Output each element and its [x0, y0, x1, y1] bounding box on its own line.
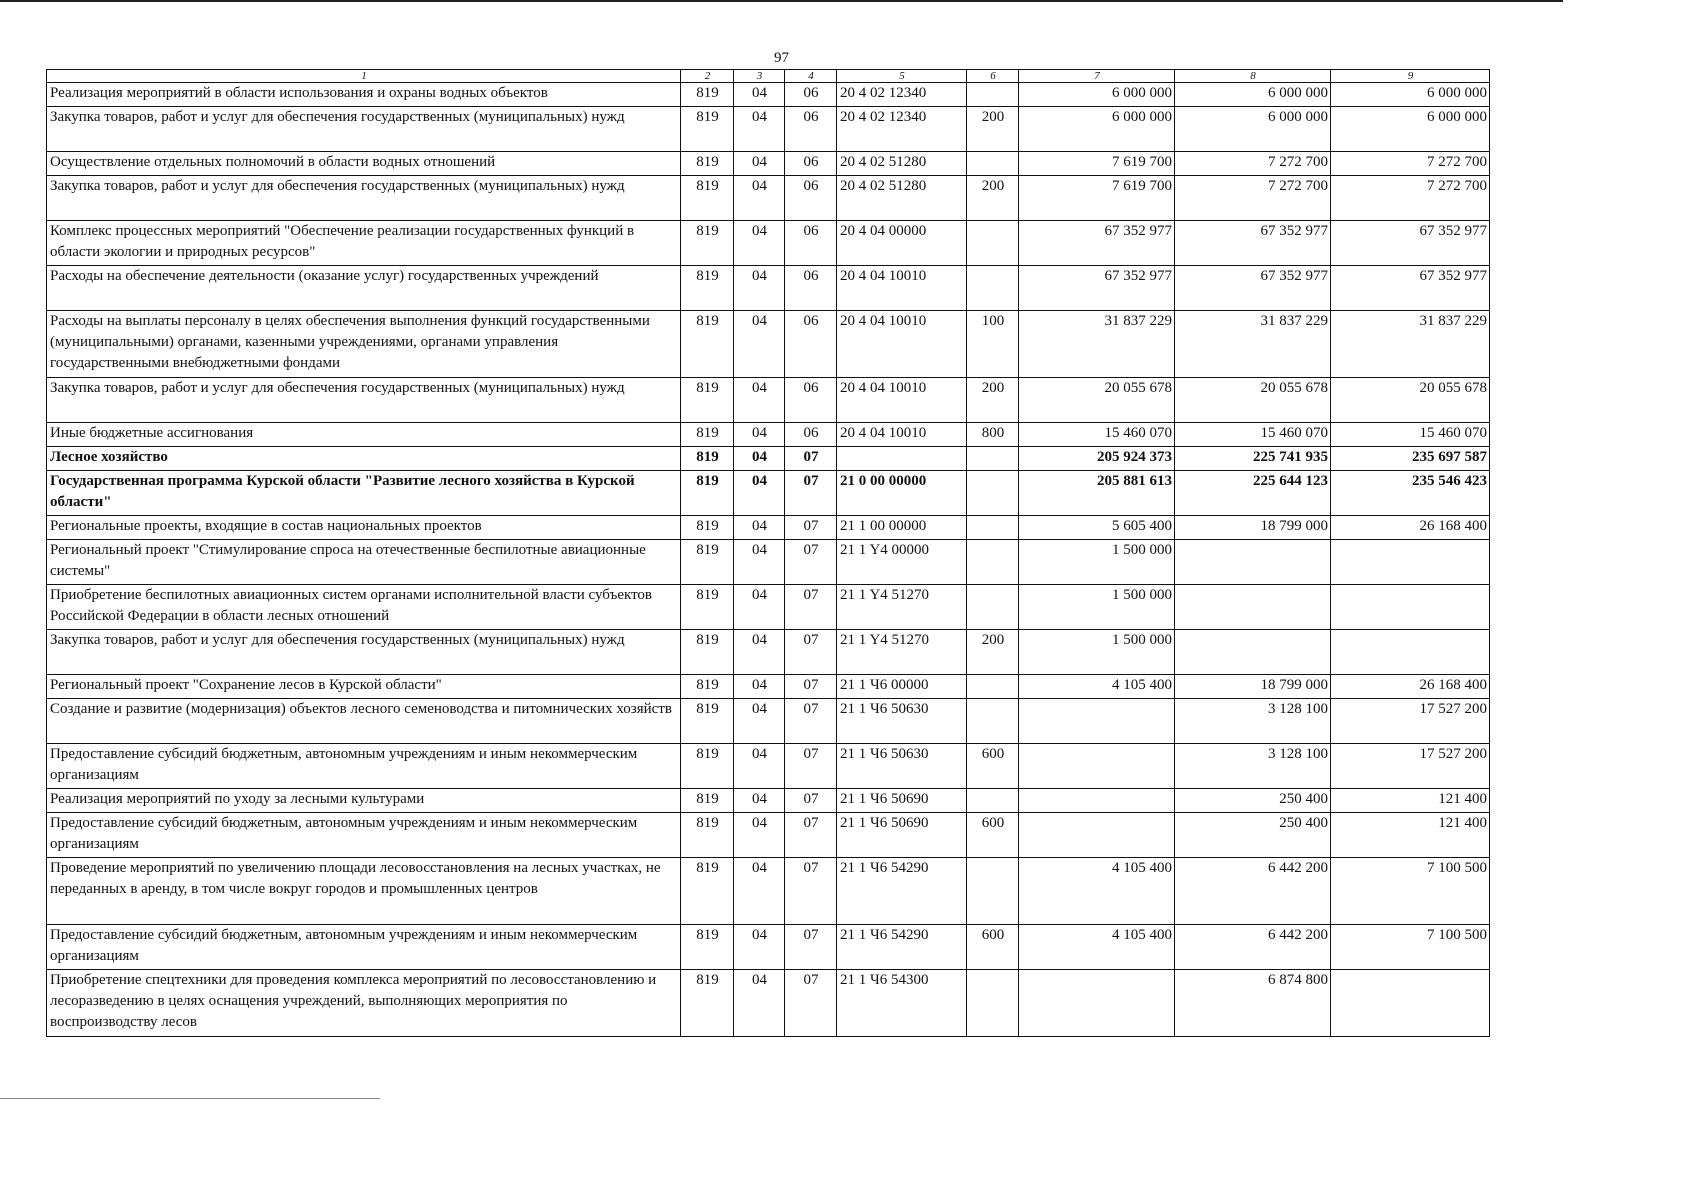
cell-section: 04: [734, 423, 785, 447]
table-row: [47, 516, 1490, 540]
cell-grbs: 819: [681, 221, 734, 266]
cell-amount-col7: 7 619 700: [1019, 176, 1175, 221]
cell-section: 04: [734, 378, 785, 423]
cell-target-article: 20 4 04 10010: [837, 378, 967, 423]
cell-name: Приобретение спецтехники для проведения комплекса мероприятий по лесовосстановлению и лесоразведению в целях оснащения учреждений, выполняющих мероприятия по воспроизводству лесов: [47, 970, 681, 1037]
cell-subsection: 06: [785, 107, 837, 152]
cell-subsection: 07: [785, 585, 837, 630]
table-row: [47, 221, 1490, 266]
cell-expense-type: [967, 516, 1019, 540]
cell-name: Закупка товаров, работ и услуг для обеспечения государственных (муниципальных) нужд: [47, 107, 681, 152]
cell-amount-col7: 7 619 700: [1019, 152, 1175, 176]
cell-subsection: 06: [785, 83, 837, 107]
cell-expense-type: [967, 83, 1019, 107]
cell-target-article: 21 1 Ч6 50630: [837, 744, 967, 789]
cell-target-article: 20 4 04 10010: [837, 311, 967, 378]
column-number: 2: [681, 70, 734, 83]
cell-amount-col9: [1331, 630, 1490, 675]
cell-section: 04: [734, 221, 785, 266]
cell-subsection: 07: [785, 630, 837, 675]
cell-name: Расходы на выплаты персоналу в целях обеспечения выполнения функций государственными (муниципальными) органами, казенными учреждениями, органами управления государственными внебюджетными фондами: [47, 311, 681, 378]
cell-amount-col7: 4 105 400: [1019, 675, 1175, 699]
table-row: [47, 311, 1490, 378]
cell-amount-col9: 7 100 500: [1331, 858, 1490, 925]
cell-name: Предоставление субсидий бюджетным, автономным учреждениям и иным некоммерческим организациям: [47, 744, 681, 789]
cell-expense-type: [967, 585, 1019, 630]
cell-amount-col7: 1 500 000: [1019, 630, 1175, 675]
cell-amount-col9: [1331, 585, 1490, 630]
cell-grbs: 819: [681, 423, 734, 447]
cell-amount-col8: 6 874 800: [1175, 970, 1331, 1037]
cell-amount-col7: 4 105 400: [1019, 858, 1175, 925]
cell-grbs: 819: [681, 471, 734, 516]
cell-expense-type: [967, 675, 1019, 699]
cell-grbs: 819: [681, 858, 734, 925]
cell-expense-type: 200: [967, 378, 1019, 423]
cell-grbs: 819: [681, 540, 734, 585]
column-number: 6: [967, 70, 1019, 83]
cell-target-article: 20 4 04 10010: [837, 423, 967, 447]
cell-name: Реализация мероприятий в области использования и охраны водных объектов: [47, 83, 681, 107]
cell-subsection: 07: [785, 516, 837, 540]
cell-section: 04: [734, 176, 785, 221]
cell-amount-col8: 3 128 100: [1175, 744, 1331, 789]
cell-target-article: 21 0 00 00000: [837, 471, 967, 516]
cell-amount-col7: 15 460 070: [1019, 423, 1175, 447]
cell-grbs: 819: [681, 378, 734, 423]
cell-amount-col8: [1175, 630, 1331, 675]
cell-amount-col9: [1331, 970, 1490, 1037]
cell-name: Лесное хозяйство: [47, 447, 681, 471]
cell-expense-type: 200: [967, 176, 1019, 221]
cell-expense-type: 600: [967, 925, 1019, 970]
cell-amount-col9: 67 352 977: [1331, 221, 1490, 266]
cell-expense-type: 200: [967, 107, 1019, 152]
cell-subsection: 06: [785, 423, 837, 447]
cell-amount-col8: 31 837 229: [1175, 311, 1331, 378]
cell-name: Создание и развитие (модернизация) объектов лесного семеноводства и питомнических хозяйств: [47, 699, 681, 744]
cell-amount-col8: 15 460 070: [1175, 423, 1331, 447]
cell-subsection: 07: [785, 447, 837, 471]
column-number: 8: [1175, 70, 1331, 83]
cell-subsection: 07: [785, 675, 837, 699]
cell-amount-col7: [1019, 813, 1175, 858]
cell-grbs: 819: [681, 630, 734, 675]
cell-amount-col7: 1 500 000: [1019, 585, 1175, 630]
cell-section: 04: [734, 266, 785, 311]
table-row: [47, 675, 1490, 699]
cell-expense-type: 600: [967, 813, 1019, 858]
cell-amount-col8: 67 352 977: [1175, 266, 1331, 311]
table-row: [47, 630, 1490, 675]
cell-name: Приобретение беспилотных авиационных систем органами исполнительной власти субъектов Российской Федерации в области лесных отношений: [47, 585, 681, 630]
table-row: [47, 858, 1490, 925]
cell-name: Закупка товаров, работ и услуг для обеспечения государственных (муниципальных) нужд: [47, 630, 681, 675]
cell-amount-col9: 7 272 700: [1331, 176, 1490, 221]
table-row: [47, 585, 1490, 630]
cell-section: 04: [734, 858, 785, 925]
cell-expense-type: [967, 266, 1019, 311]
cell-section: 04: [734, 789, 785, 813]
cell-subsection: 07: [785, 970, 837, 1037]
cell-grbs: 819: [681, 699, 734, 744]
column-number: 3: [734, 70, 785, 83]
cell-amount-col9: 17 527 200: [1331, 744, 1490, 789]
cell-name: Предоставление субсидий бюджетным, автономным учреждениям и иным некоммерческим организациям: [47, 925, 681, 970]
column-number: 9: [1331, 70, 1490, 83]
cell-amount-col7: 4 105 400: [1019, 925, 1175, 970]
cell-amount-col9: 15 460 070: [1331, 423, 1490, 447]
cell-section: 04: [734, 744, 785, 789]
table-row: [47, 378, 1490, 423]
cell-section: 04: [734, 699, 785, 744]
cell-grbs: 819: [681, 107, 734, 152]
cell-target-article: 20 4 02 12340: [837, 83, 967, 107]
cell-name: Комплекс процессных мероприятий "Обеспечение реализации государственных функций в области экологии и природных ресурсов": [47, 221, 681, 266]
table-body: [47, 70, 1490, 1037]
cell-subsection: 07: [785, 540, 837, 585]
cell-amount-col8: 225 741 935: [1175, 447, 1331, 471]
cell-expense-type: [967, 789, 1019, 813]
cell-amount-col7: 1 500 000: [1019, 540, 1175, 585]
cell-expense-type: [967, 152, 1019, 176]
cell-target-article: 21 1 Ч6 00000: [837, 675, 967, 699]
cell-subsection: 07: [785, 471, 837, 516]
cell-target-article: 21 1 Ч6 50630: [837, 699, 967, 744]
cell-amount-col8: 225 644 123: [1175, 471, 1331, 516]
cell-amount-col9: [1331, 540, 1490, 585]
table-row: [47, 699, 1490, 744]
cell-section: 04: [734, 925, 785, 970]
table-row: [47, 266, 1490, 311]
cell-amount-col8: [1175, 540, 1331, 585]
cell-expense-type: 800: [967, 423, 1019, 447]
cell-subsection: 07: [785, 789, 837, 813]
cell-name: Региональный проект "Сохранение лесов в Курской области": [47, 675, 681, 699]
cell-target-article: 21 1 Ч6 54290: [837, 858, 967, 925]
cell-amount-col7: 67 352 977: [1019, 221, 1175, 266]
cell-expense-type: [967, 970, 1019, 1037]
cell-section: 04: [734, 83, 785, 107]
cell-amount-col7: [1019, 789, 1175, 813]
cell-amount-col9: 235 697 587: [1331, 447, 1490, 471]
cell-grbs: 819: [681, 813, 734, 858]
cell-grbs: 819: [681, 152, 734, 176]
cell-name: Закупка товаров, работ и услуг для обеспечения государственных (муниципальных) нужд: [47, 378, 681, 423]
table-row: [47, 423, 1490, 447]
cell-amount-col8: 7 272 700: [1175, 176, 1331, 221]
cell-amount-col7: 6 000 000: [1019, 83, 1175, 107]
cell-grbs: 819: [681, 744, 734, 789]
table-row: [47, 176, 1490, 221]
cell-target-article: 21 1 Ч6 50690: [837, 813, 967, 858]
scan-top-edge: [0, 0, 1563, 2]
cell-subsection: 07: [785, 699, 837, 744]
cell-target-article: 20 4 02 51280: [837, 152, 967, 176]
cell-amount-col7: 205 924 373: [1019, 447, 1175, 471]
cell-grbs: 819: [681, 266, 734, 311]
cell-amount-col7: 5 605 400: [1019, 516, 1175, 540]
cell-section: 04: [734, 813, 785, 858]
cell-amount-col7: [1019, 699, 1175, 744]
budget-table: [46, 69, 1490, 1037]
cell-target-article: 21 1 Ч6 54290: [837, 925, 967, 970]
cell-amount-col7: 67 352 977: [1019, 266, 1175, 311]
cell-target-article: 21 1 00 00000: [837, 516, 967, 540]
cell-amount-col8: 6 000 000: [1175, 107, 1331, 152]
cell-target-article: 21 1 Y4 00000: [837, 540, 967, 585]
cell-section: 04: [734, 585, 785, 630]
cell-expense-type: [967, 471, 1019, 516]
cell-target-article: 21 1 Ч6 54300: [837, 970, 967, 1037]
cell-amount-col9: 121 400: [1331, 789, 1490, 813]
cell-subsection: 06: [785, 266, 837, 311]
cell-amount-col9: 235 546 423: [1331, 471, 1490, 516]
cell-expense-type: [967, 221, 1019, 266]
cell-amount-col8: 6 442 200: [1175, 925, 1331, 970]
cell-amount-col7: [1019, 744, 1175, 789]
cell-grbs: 819: [681, 311, 734, 378]
cell-amount-col8: 18 799 000: [1175, 675, 1331, 699]
cell-section: 04: [734, 107, 785, 152]
cell-name: Проведение мероприятий по увеличению площади лесовосстановления на лесных участках, не переданных в аренду, в том числе вокруг городов и промышленных центров: [47, 858, 681, 925]
cell-amount-col9: 31 837 229: [1331, 311, 1490, 378]
cell-grbs: 819: [681, 585, 734, 630]
cell-amount-col9: 26 168 400: [1331, 516, 1490, 540]
cell-grbs: 819: [681, 447, 734, 471]
cell-expense-type: [967, 858, 1019, 925]
cell-expense-type: 200: [967, 630, 1019, 675]
cell-amount-col7: 205 881 613: [1019, 471, 1175, 516]
table-row: [47, 471, 1490, 516]
cell-grbs: 819: [681, 176, 734, 221]
cell-subsection: 06: [785, 378, 837, 423]
cell-subsection: 06: [785, 152, 837, 176]
table-row: [47, 540, 1490, 585]
cell-section: 04: [734, 970, 785, 1037]
page-number: 97: [774, 50, 789, 66]
cell-target-article: 21 1 Ч6 50690: [837, 789, 967, 813]
cell-grbs: 819: [681, 83, 734, 107]
cell-amount-col8: 3 128 100: [1175, 699, 1331, 744]
cell-target-article: 21 1 Y4 51270: [837, 585, 967, 630]
cell-amount-col9: 121 400: [1331, 813, 1490, 858]
cell-section: 04: [734, 311, 785, 378]
cell-target-article: 20 4 04 10010: [837, 266, 967, 311]
cell-section: 04: [734, 152, 785, 176]
cell-amount-col9: 7 100 500: [1331, 925, 1490, 970]
cell-grbs: 819: [681, 516, 734, 540]
cell-subsection: 06: [785, 176, 837, 221]
cell-amount-col8: 18 799 000: [1175, 516, 1331, 540]
cell-amount-col9: 6 000 000: [1331, 83, 1490, 107]
cell-amount-col8: 7 272 700: [1175, 152, 1331, 176]
cell-amount-col8: 250 400: [1175, 813, 1331, 858]
table-row: [47, 107, 1490, 152]
cell-section: 04: [734, 471, 785, 516]
table-row: [47, 152, 1490, 176]
table-row: [47, 83, 1490, 107]
scan-bottom-edge: [0, 1098, 380, 1099]
cell-section: 04: [734, 630, 785, 675]
cell-amount-col8: 67 352 977: [1175, 221, 1331, 266]
cell-amount-col9: 26 168 400: [1331, 675, 1490, 699]
cell-expense-type: [967, 540, 1019, 585]
cell-grbs: 819: [681, 789, 734, 813]
cell-amount-col7: 31 837 229: [1019, 311, 1175, 378]
table-row: [47, 813, 1490, 858]
cell-name: Расходы на обеспечение деятельности (оказание услуг) государственных учреждений: [47, 266, 681, 311]
column-number: 7: [1019, 70, 1175, 83]
cell-name: Иные бюджетные ассигнования: [47, 423, 681, 447]
cell-target-article: 20 4 02 12340: [837, 107, 967, 152]
cell-name: Реализация мероприятий по уходу за лесными культурами: [47, 789, 681, 813]
cell-amount-col8: 6 000 000: [1175, 83, 1331, 107]
cell-expense-type: 100: [967, 311, 1019, 378]
cell-amount-col9: 6 000 000: [1331, 107, 1490, 152]
cell-amount-col9: 17 527 200: [1331, 699, 1490, 744]
cell-section: 04: [734, 516, 785, 540]
cell-target-article: [837, 447, 967, 471]
table-row: [47, 447, 1490, 471]
cell-grbs: 819: [681, 925, 734, 970]
cell-grbs: 819: [681, 675, 734, 699]
column-number: 4: [785, 70, 837, 83]
cell-subsection: 07: [785, 813, 837, 858]
cell-subsection: 06: [785, 221, 837, 266]
column-number: 1: [47, 70, 681, 83]
table-row: [47, 744, 1490, 789]
cell-subsection: 06: [785, 311, 837, 378]
cell-amount-col9: 67 352 977: [1331, 266, 1490, 311]
cell-name: Государственная программа Курской области "Развитие лесного хозяйства в Курской области": [47, 471, 681, 516]
cell-subsection: 07: [785, 744, 837, 789]
cell-name: Закупка товаров, работ и услуг для обеспечения государственных (муниципальных) нужд: [47, 176, 681, 221]
cell-expense-type: 600: [967, 744, 1019, 789]
cell-expense-type: [967, 699, 1019, 744]
cell-amount-col9: 20 055 678: [1331, 378, 1490, 423]
cell-target-article: 21 1 Y4 51270: [837, 630, 967, 675]
cell-target-article: 20 4 04 00000: [837, 221, 967, 266]
cell-amount-col9: 7 272 700: [1331, 152, 1490, 176]
column-number: 5: [837, 70, 967, 83]
cell-name: Осуществление отдельных полномочий в области водных отношений: [47, 152, 681, 176]
table-row: [47, 970, 1490, 1037]
cell-amount-col7: 20 055 678: [1019, 378, 1175, 423]
cell-name: Региональный проект "Стимулирование спроса на отечественные беспилотные авиационные системы": [47, 540, 681, 585]
column-number-row: [47, 70, 1490, 83]
cell-amount-col7: 6 000 000: [1019, 107, 1175, 152]
cell-target-article: 20 4 02 51280: [837, 176, 967, 221]
cell-amount-col7: [1019, 970, 1175, 1037]
cell-amount-col8: 20 055 678: [1175, 378, 1331, 423]
table-row: [47, 789, 1490, 813]
table-row: [47, 925, 1490, 970]
cell-amount-col8: [1175, 585, 1331, 630]
cell-subsection: 07: [785, 858, 837, 925]
cell-section: 04: [734, 675, 785, 699]
cell-expense-type: [967, 447, 1019, 471]
cell-section: 04: [734, 447, 785, 471]
cell-amount-col8: 6 442 200: [1175, 858, 1331, 925]
cell-name: Предоставление субсидий бюджетным, автономным учреждениям и иным некоммерческим организациям: [47, 813, 681, 858]
cell-section: 04: [734, 540, 785, 585]
cell-name: Региональные проекты, входящие в состав национальных проектов: [47, 516, 681, 540]
cell-amount-col8: 250 400: [1175, 789, 1331, 813]
cell-subsection: 07: [785, 925, 837, 970]
cell-grbs: 819: [681, 970, 734, 1037]
